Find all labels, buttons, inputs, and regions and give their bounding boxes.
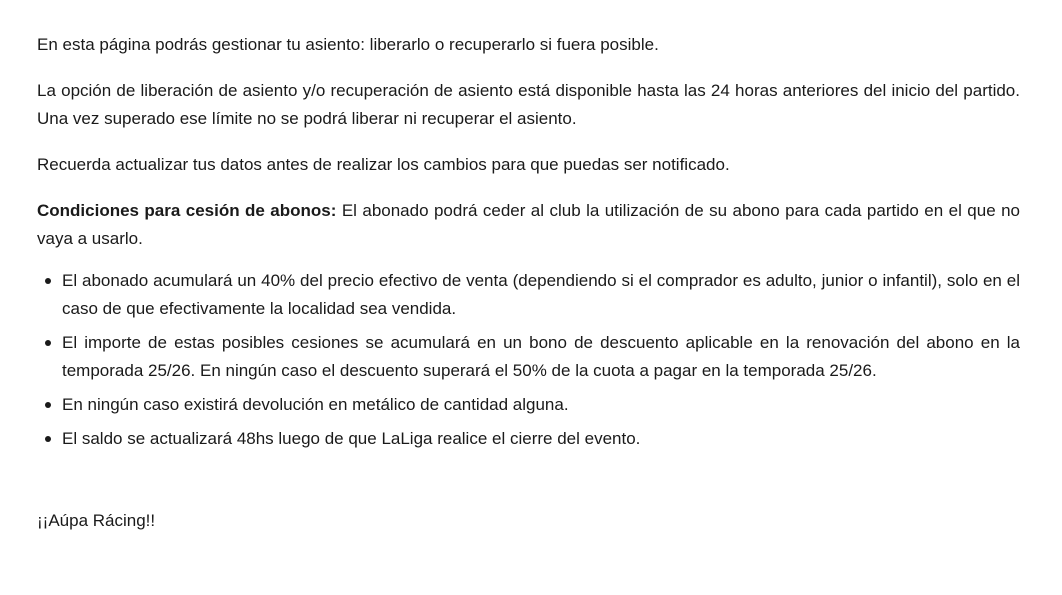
list-item: El saldo se actualizará 48hs luego de que LaLiga realice el cierre del evento. (62, 425, 1020, 453)
list-item: El abonado acumulará un 40% del precio efectivo de venta (dependiendo si el comprador es adulto, junior o infantil), solo en el caso de que efectivamente la localidad sea vendida. (62, 267, 1020, 323)
conditions-text: El abonado podrá ceder al club la utilización de su abono para cada partido en el que no vaya a usarlo. (37, 201, 1020, 248)
seat-management-info (37, 31, 1020, 553)
update-reminder-paragraph: Recuerda actualizar tus datos antes de realizar los cambios para que puedas ser notificado. (37, 155, 730, 174)
list-item: El importe de estas posibles cesiones se acumulará en un bono de descuento aplicable en la renovación del abono en la temporada 25/26. En ningún caso el descuento superará el 50% de la cuota a pagar en la temporada 25/26. (62, 329, 1020, 385)
conditions-title: Condiciones para cesión de abonos: (37, 201, 337, 220)
closing-text: ¡¡Aúpa Rácing!! (37, 511, 156, 530)
conditions-paragraph (37, 197, 1020, 253)
conditions-list (37, 267, 1020, 453)
list-item: En ningún caso existirá devolución en metálico de cantidad alguna. (62, 391, 1020, 419)
intro-paragraph: En esta página podrás gestionar tu asiento: liberarlo o recuperarlo si fuera posible. (37, 35, 659, 54)
availability-paragraph: La opción de liberación de asiento y/o recuperación de asiento está disponible hasta las 24 horas anteriores del inicio del partido. Una vez superado ese límite no se podrá liberar ni recuperar el asiento. (37, 81, 1020, 128)
